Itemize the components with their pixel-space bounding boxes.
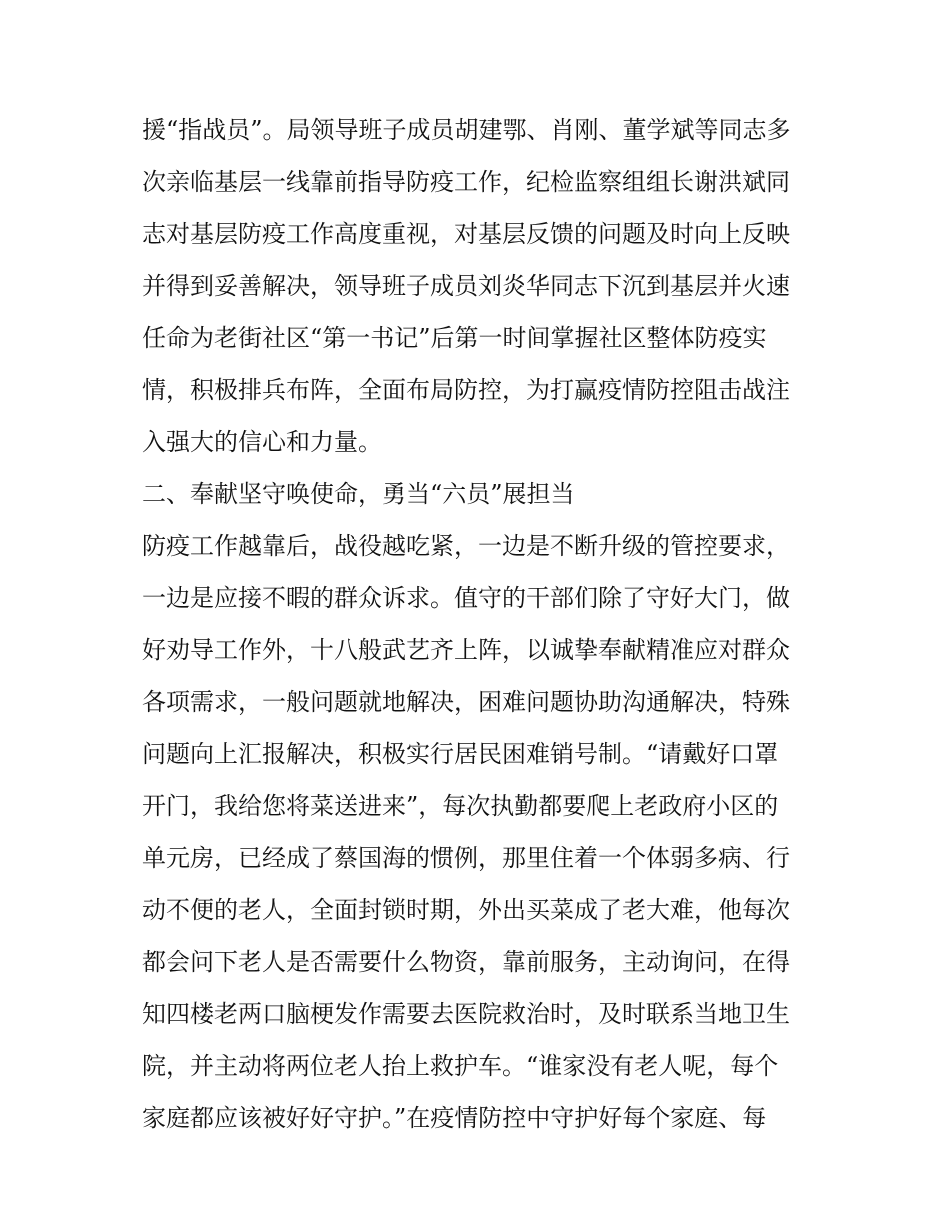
paragraph-line: 知四楼老两口脑梗发作需要去医院救治时，及时联系当地卫生 xyxy=(142,1000,790,1028)
paragraph-line: 好劝导工作外，十八般武艺齐上阵，以诚挚奉献精准应对群众 xyxy=(142,636,790,664)
paragraph-line: 任命为老街社区“第一书记”后第一时间掌握社区整体防疫实 xyxy=(142,324,767,352)
paragraph-line: 并得到妥善解决，领导班子成员刘炎华同志下沉到基层并火速 xyxy=(142,272,790,300)
paragraph-line: 情，积极排兵布阵，全面布局防控，为打赢疫情防控阻击战注 xyxy=(142,376,790,404)
paragraph-line: 动不便的老人，全面封锁时期，外出买菜成了老大难，他每次 xyxy=(142,896,790,924)
paragraph-line: 问题向上汇报解决，积极实行居民困难销号制。“请戴好口罩 xyxy=(142,740,779,768)
paragraph-line: 各项需求，一般问题就地解决，困难问题协助沟通解决，特殊 xyxy=(142,688,790,716)
paragraph-line: 次亲临基层一线靠前指导防疫工作，纪检监察组组长谢洪斌同 xyxy=(142,168,790,196)
paragraph-line: 志对基层防疫工作高度重视，对基层反馈的问题及时向上反映 xyxy=(142,220,790,248)
paragraph-line: 入强大的信心和力量。 xyxy=(142,428,382,456)
section-heading: 二、奉献坚守唤使命，勇当“六员”展担当 xyxy=(142,480,575,508)
paragraph-line: 开门，我给您将菜送进来”，每次执勤都要爬上老政府小区的 xyxy=(142,792,779,820)
paragraph-line: 防疫工作越靠后，战役越吃紧，一边是不断升级的管控要求， xyxy=(142,532,790,560)
paragraph-line: 都会问下老人是否需要什么物资，靠前服务，主动询问，在得 xyxy=(142,948,790,976)
document-body xyxy=(142,104,832,1144)
paragraph-line: 家庭都应该被好好守护。”在疫情防控中守护好每个家庭、每 xyxy=(142,1104,767,1132)
paragraph-line: 援“指战员”。局领导班子成员胡建鄂、肖刚、董学斌等同志多 xyxy=(142,116,791,144)
paragraph-line: 院，并主动将两位老人抬上救护车。“谁家没有老人呢，每个 xyxy=(142,1052,779,1080)
paragraph-line: 一边是应接不暇的群众诉求。值守的干部们除了守好大门，做 xyxy=(142,584,790,612)
paragraph-line: 单元房，已经成了蔡国海的惯例，那里住着一个体弱多病、行 xyxy=(142,844,790,872)
